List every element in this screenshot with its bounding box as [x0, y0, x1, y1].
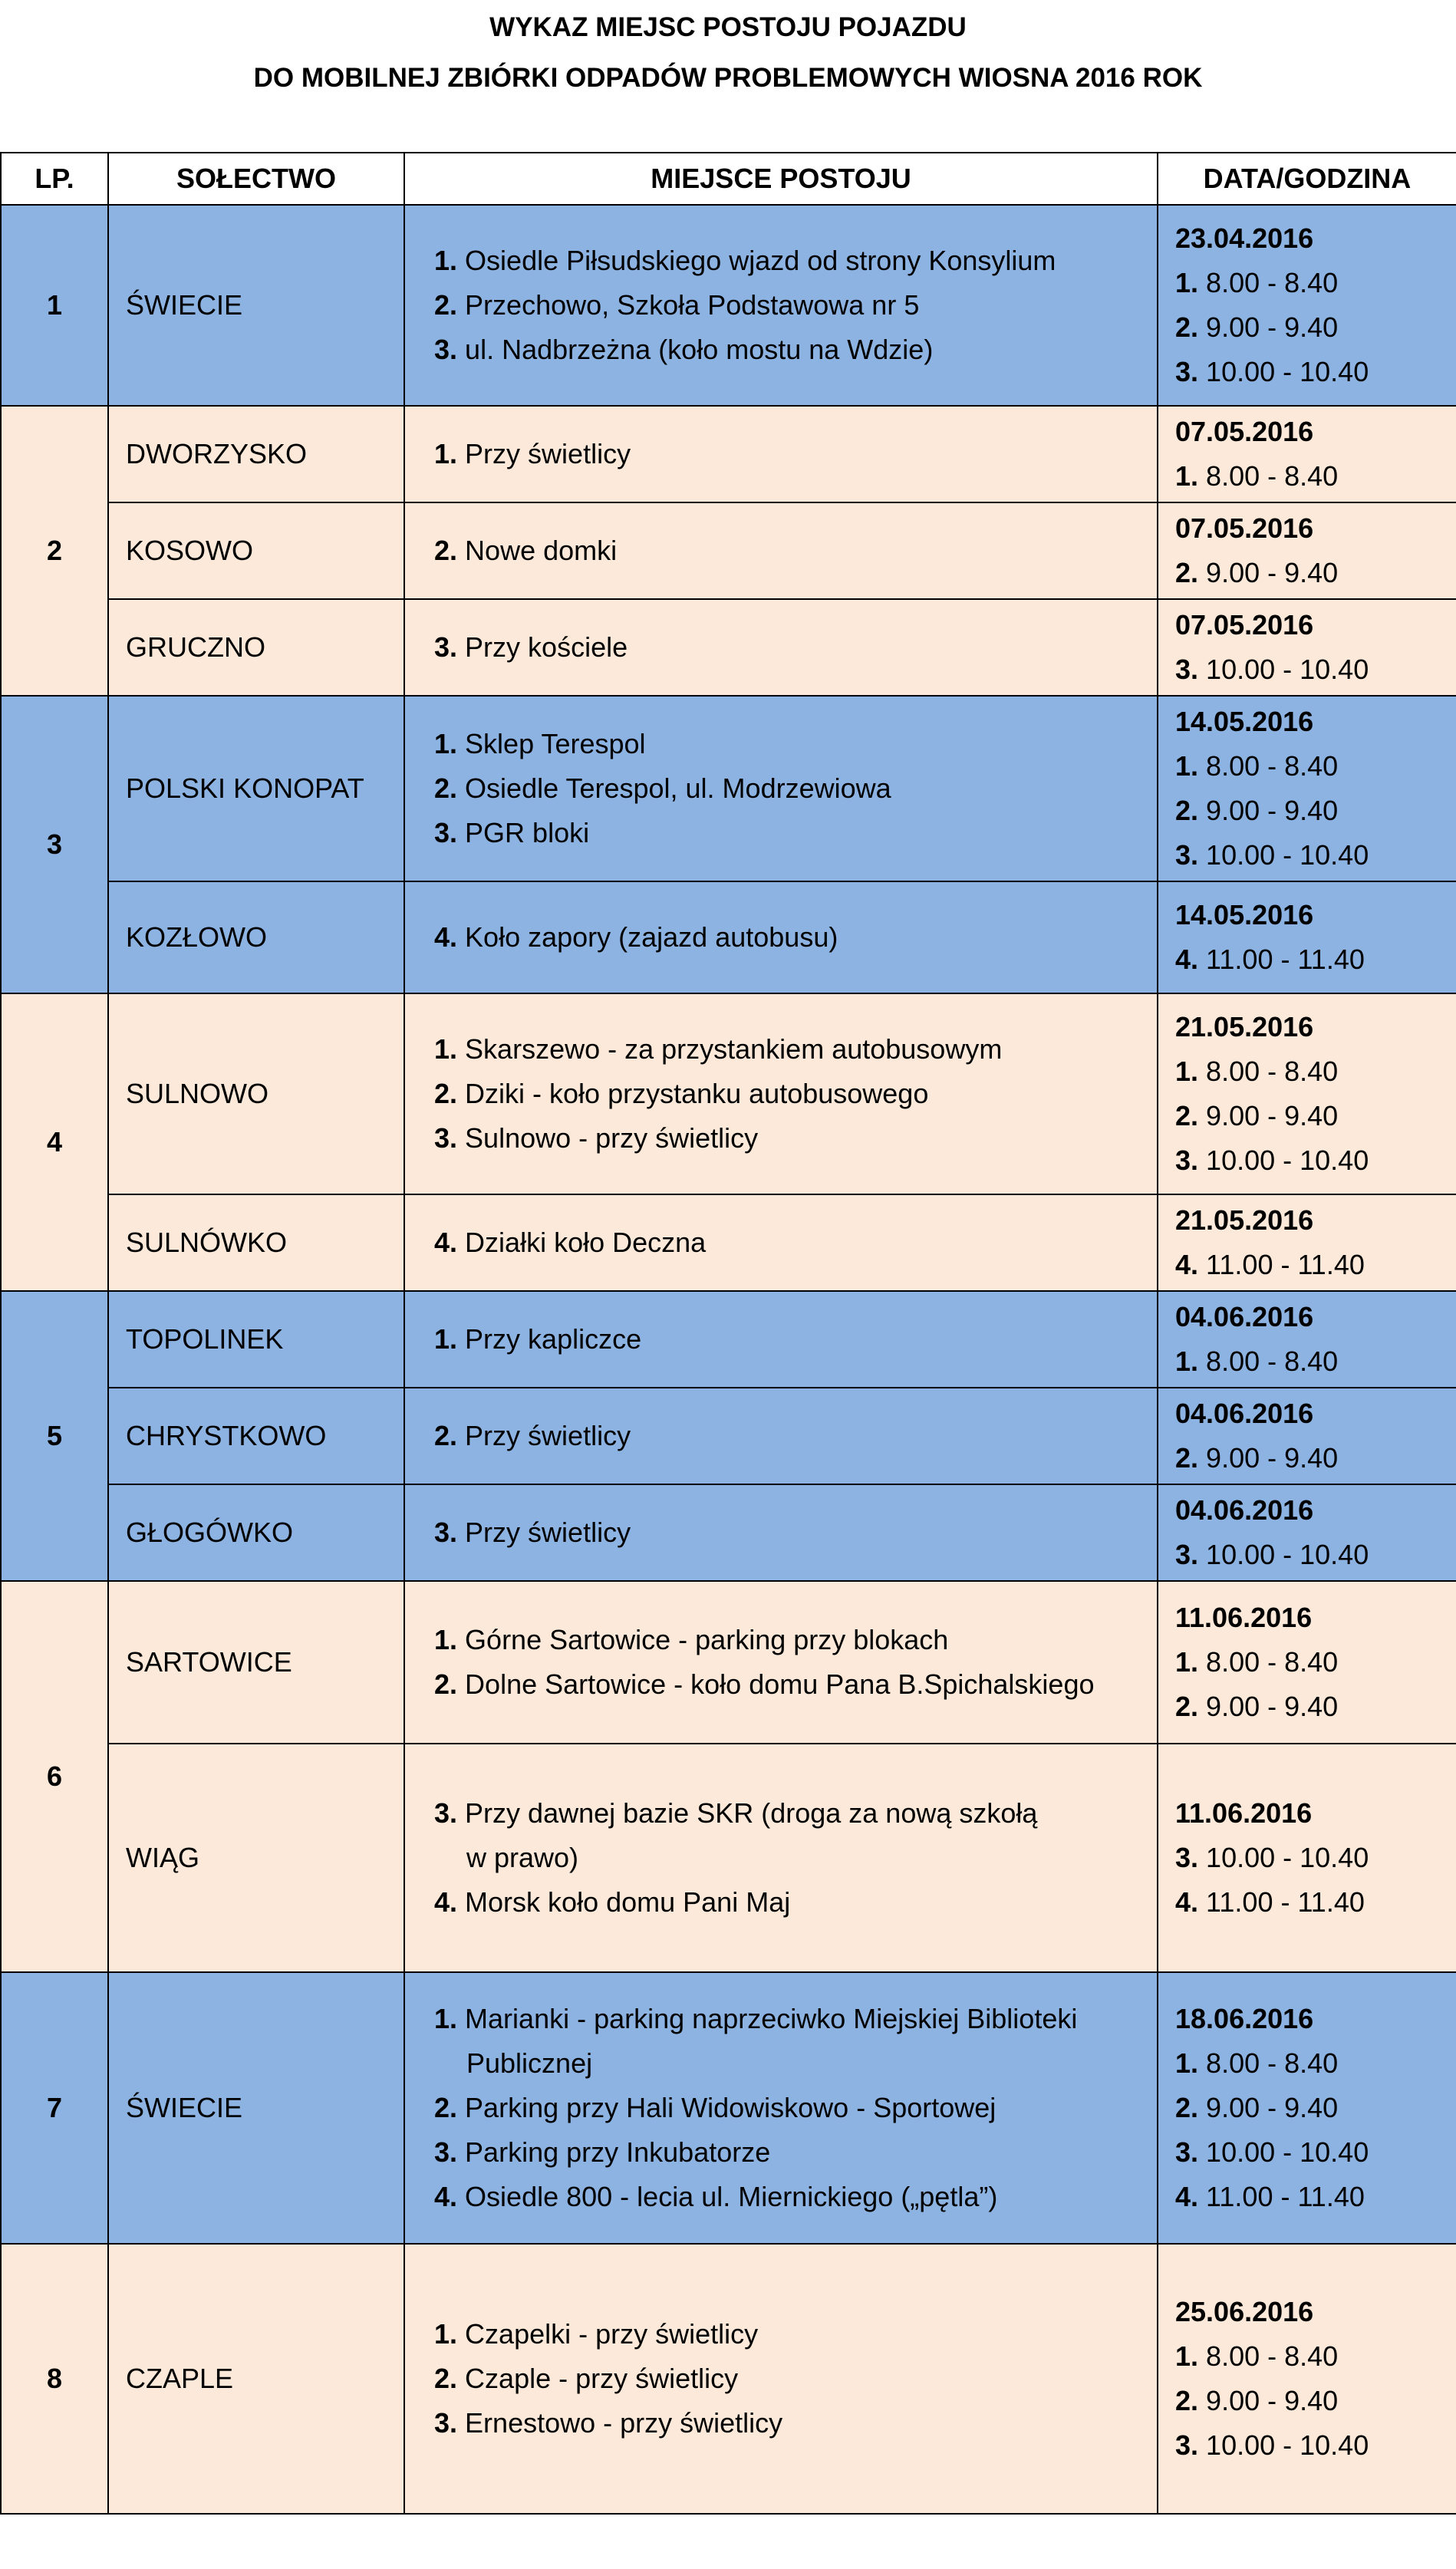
miejsce-cell: [404, 1972, 1158, 2244]
time-range: 11.00 - 11.40: [1206, 1249, 1365, 1280]
place-text: Osiedle Terespol, ul. Modrzewiowa: [465, 772, 891, 804]
place-text: Ernestowo - przy świetlicy: [465, 2407, 783, 2439]
time-range: 10.00 - 10.40: [1206, 1842, 1369, 1873]
time-number: 2.: [1175, 1691, 1199, 1722]
table-row: [1, 1388, 1456, 1484]
table-row: [1, 2244, 1456, 2514]
header-miejsce: MIEJSCE POSTOJU: [404, 153, 1158, 205]
table-row: [1, 1972, 1456, 2244]
place-text: Nowe domki: [465, 535, 618, 566]
place-text: Przy kapliczce: [465, 1323, 642, 1355]
place-line: [434, 283, 1157, 328]
place-number: 2.: [434, 1668, 458, 1700]
time-range: 8.00 - 8.40: [1206, 460, 1339, 492]
place-number: 2.: [434, 1420, 458, 1451]
date-line: 04.06.2016: [1175, 1398, 1314, 1429]
date-line: 25.06.2016: [1175, 2296, 1314, 2327]
data-godzina-cell: [1158, 881, 1456, 993]
time-line: [1175, 2423, 1456, 2468]
place-number: 4.: [434, 921, 458, 953]
place-text: Przy dawnej bazie SKR (droga za nową szkołą: [465, 1797, 1038, 1829]
date-line: 07.05.2016: [1175, 512, 1314, 544]
solectwo-cell: WIĄG: [108, 1744, 404, 1972]
table-row: [1, 1581, 1456, 1744]
time-line: [1175, 1685, 1456, 1729]
place-line: [434, 1072, 1157, 1116]
time-line: [1175, 2379, 1456, 2423]
table-row: [1, 599, 1456, 696]
place-number: 3.: [434, 2136, 458, 2168]
place-text: Marianki - parking naprzeciwko Miejskiej Biblioteki: [465, 2003, 1078, 2034]
time-number: 1.: [1175, 2047, 1199, 2079]
lp-cell: 5: [1, 1291, 108, 1581]
place-number: 1.: [434, 1624, 458, 1655]
solectwo-cell: KOZŁOWO: [108, 881, 404, 993]
solectwo-cell: CHRYSTKOWO: [108, 1388, 404, 1484]
solectwo-cell: TOPOLINEK: [108, 1291, 404, 1388]
place-number: 1.: [434, 1323, 458, 1355]
place-text: ul. Nadbrzeżna (koło mostu na Wdzie): [465, 334, 934, 365]
place-line: [434, 2175, 1157, 2219]
time-number: 1.: [1175, 1345, 1199, 1377]
miejsce-cell: [404, 1744, 1158, 1972]
time-line: [1175, 744, 1456, 789]
place-line: [434, 328, 1157, 372]
data-godzina-cell: [1158, 1291, 1456, 1388]
place-text: Sulnowo - przy świetlicy: [465, 1122, 759, 1154]
table-row: [1, 993, 1456, 1194]
time-number: 2.: [1175, 1100, 1199, 1131]
time-line: [1175, 551, 1456, 595]
miejsce-cell: [404, 502, 1158, 599]
date-line: 04.06.2016: [1175, 1494, 1314, 1526]
time-line: [1175, 2334, 1456, 2379]
time-line: [1175, 305, 1456, 350]
place-number: 4.: [434, 1886, 458, 1918]
time-line: [1175, 1094, 1456, 1138]
solectwo-cell: SARTOWICE: [108, 1581, 404, 1744]
table-row: [1, 205, 1456, 406]
miejsce-cell: [404, 1388, 1158, 1484]
time-range: 10.00 - 10.40: [1206, 839, 1369, 871]
miejsce-cell: [404, 406, 1158, 502]
solectwo-cell: SULNOWO: [108, 993, 404, 1194]
place-line: [434, 2312, 1157, 2357]
table-row: [1, 1484, 1456, 1581]
place-line: [434, 1618, 1157, 1662]
place-line: [434, 625, 1157, 670]
data-godzina-cell: [1158, 502, 1456, 599]
place-line: [434, 2401, 1157, 2445]
place-line: [434, 529, 1157, 573]
place-text: Publicznej: [466, 2047, 593, 2079]
place-text: Czapelki - przy świetlicy: [465, 2318, 759, 2350]
date-line: 18.06.2016: [1175, 2003, 1314, 2034]
miejsce-cell: [404, 881, 1158, 993]
time-line: [1175, 2130, 1456, 2175]
place-number: 1.: [434, 728, 458, 759]
solectwo-cell: GRUCZNO: [108, 599, 404, 696]
place-text: Skarszewo - za przystankiem autobusowym: [465, 1033, 1003, 1065]
time-number: 3.: [1175, 2136, 1199, 2168]
place-line: [434, 915, 1157, 960]
time-range: 10.00 - 10.40: [1206, 654, 1369, 685]
place-line: [434, 1317, 1157, 1362]
data-godzina-cell: [1158, 993, 1456, 1194]
place-line: [434, 1220, 1157, 1265]
solectwo-cell: CZAPLE: [108, 2244, 404, 2514]
table-row: [1, 502, 1456, 599]
place-line: [434, 722, 1157, 766]
time-number: 2.: [1175, 2092, 1199, 2123]
place-line: [434, 811, 1157, 855]
place-text: Morsk koło domu Pani Maj: [465, 1886, 791, 1918]
data-godzina-cell: [1158, 1388, 1456, 1484]
time-line: [1175, 454, 1456, 499]
time-range: 10.00 - 10.40: [1206, 356, 1369, 387]
header-lp: LP.: [1, 153, 108, 205]
time-number: 4.: [1175, 2181, 1199, 2212]
time-line: [1175, 1640, 1456, 1685]
data-godzina-cell: [1158, 696, 1456, 881]
table-row: [1, 696, 1456, 881]
miejsce-cell: [404, 205, 1158, 406]
time-line: [1175, 2041, 1456, 2086]
time-line: [1175, 647, 1456, 692]
place-number: 1.: [434, 438, 458, 469]
place-number: 1.: [434, 2003, 458, 2034]
time-line: [1175, 1049, 1456, 1094]
table-row: [1, 406, 1456, 502]
time-line: [1175, 2086, 1456, 2130]
header-row: [1, 153, 1456, 205]
miejsce-cell: [404, 993, 1158, 1194]
place-number: 4.: [434, 2181, 458, 2212]
place-text: Koło zapory (zajazd autobusu): [465, 921, 838, 953]
place-line: [434, 432, 1157, 476]
place-line: [434, 1662, 1157, 1707]
lp-cell: 3: [1, 696, 108, 993]
data-godzina-cell: [1158, 205, 1456, 406]
title-line-2: DO MOBILNEJ ZBIÓRKI ODPADÓW PROBLEMOWYCH WIOSNA 2016 ROK: [253, 63, 1203, 93]
date-line: 14.05.2016: [1175, 706, 1314, 737]
place-number: 4.: [434, 1227, 458, 1258]
time-range: 8.00 - 8.40: [1206, 750, 1339, 782]
place-text: Dolne Sartowice - koło domu Pana B.Spichalskiego: [465, 1668, 1095, 1700]
place-text: Działki koło Deczna: [465, 1227, 707, 1258]
date-line: 21.05.2016: [1175, 1011, 1314, 1042]
place-line: [434, 1791, 1157, 1836]
data-godzina-cell: [1158, 1581, 1456, 1744]
time-number: 3.: [1175, 1842, 1199, 1873]
date-line: 07.05.2016: [1175, 416, 1314, 447]
table-row: [1, 1744, 1456, 1972]
header-solectwo: SOŁECTWO: [108, 153, 404, 205]
miejsce-cell: [404, 599, 1158, 696]
time-number: 1.: [1175, 2340, 1199, 2372]
time-number: 4.: [1175, 944, 1199, 975]
place-text: Sklep Terespol: [465, 728, 646, 759]
place-number: 2.: [434, 2363, 458, 2394]
place-number: 1.: [434, 1033, 458, 1065]
place-line: [434, 1414, 1157, 1458]
table-row: [1, 881, 1456, 993]
time-range: 11.00 - 11.40: [1206, 2181, 1365, 2212]
place-number: 3.: [434, 631, 458, 663]
lp-cell: 1: [1, 205, 108, 406]
time-range: 9.00 - 9.40: [1206, 311, 1339, 343]
solectwo-cell: GŁOGÓWKO: [108, 1484, 404, 1581]
place-line: [434, 1880, 1157, 1925]
place-number: 3.: [434, 334, 458, 365]
data-godzina-cell: [1158, 406, 1456, 502]
time-range: 8.00 - 8.40: [1206, 1056, 1339, 1087]
place-text: PGR bloki: [465, 817, 590, 848]
header-data: DATA/GODZINA: [1158, 153, 1456, 205]
time-line: [1175, 1243, 1456, 1287]
data-godzina-cell: [1158, 1194, 1456, 1291]
place-number: 2.: [434, 772, 458, 804]
place-number: 3.: [434, 1122, 458, 1154]
time-number: 3.: [1175, 356, 1199, 387]
title-line-1: WYKAZ MIEJSC POSTOJU POJAZDU: [489, 12, 967, 42]
time-line: [1175, 2175, 1456, 2219]
place-line: [434, 2041, 1157, 2086]
time-range: 9.00 - 9.40: [1206, 795, 1339, 826]
schedule-table: [0, 152, 1456, 2515]
place-number: 1.: [434, 2318, 458, 2350]
place-text: Przy świetlicy: [465, 1420, 631, 1451]
time-line: [1175, 833, 1456, 878]
time-range: 8.00 - 8.40: [1206, 267, 1339, 298]
time-number: 3.: [1175, 1145, 1199, 1176]
time-number: 1.: [1175, 460, 1199, 492]
place-number: 3.: [434, 1517, 458, 1548]
place-text: Czaple - przy świetlicy: [465, 2363, 739, 2394]
time-line: [1175, 261, 1456, 305]
place-text: Dziki - koło przystanku autobusowego: [465, 1078, 929, 1109]
time-number: 3.: [1175, 1539, 1199, 1570]
time-line: [1175, 1138, 1456, 1183]
place-text: Osiedle Piłsudskiego wjazd od strony Konsylium: [465, 245, 1056, 276]
solectwo-cell: SULNÓWKO: [108, 1194, 404, 1291]
time-range: 9.00 - 9.40: [1206, 2092, 1339, 2123]
place-text: w prawo): [466, 1842, 579, 1873]
time-number: 2.: [1175, 1442, 1199, 1474]
time-range: 8.00 - 8.40: [1206, 1646, 1339, 1678]
time-number: 2.: [1175, 795, 1199, 826]
lp-cell: 4: [1, 993, 108, 1291]
lp-cell: 2: [1, 406, 108, 696]
miejsce-cell: [404, 1484, 1158, 1581]
lp-cell: 8: [1, 2244, 108, 2514]
time-range: 8.00 - 8.40: [1206, 1345, 1339, 1377]
time-range: 11.00 - 11.40: [1206, 1886, 1365, 1918]
place-text: Przy świetlicy: [465, 1517, 631, 1548]
schedule-body: [1, 205, 1456, 2514]
place-number: 1.: [434, 245, 458, 276]
place-line: [434, 1510, 1157, 1555]
solectwo-cell: DWORZYSKO: [108, 406, 404, 502]
time-line: [1175, 937, 1456, 982]
time-range: 11.00 - 11.40: [1206, 944, 1365, 975]
time-range: 9.00 - 9.40: [1206, 1442, 1339, 1474]
time-number: 3.: [1175, 654, 1199, 685]
place-line: [434, 2086, 1157, 2130]
date-line: 11.06.2016: [1175, 1797, 1313, 1829]
time-range: 9.00 - 9.40: [1206, 1100, 1339, 1131]
date-line: 21.05.2016: [1175, 1204, 1314, 1236]
time-range: 10.00 - 10.40: [1206, 1539, 1369, 1570]
place-text: Parking przy Inkubatorze: [465, 2136, 771, 2168]
date-line: 14.05.2016: [1175, 899, 1314, 930]
data-godzina-cell: [1158, 1972, 1456, 2244]
solectwo-cell: ŚWIECIE: [108, 205, 404, 406]
table-row: [1, 1194, 1456, 1291]
place-text: Górne Sartowice - parking przy blokach: [465, 1624, 949, 1655]
time-number: 4.: [1175, 1886, 1199, 1918]
date-line: 11.06.2016: [1175, 1602, 1313, 1633]
place-line: [434, 1836, 1157, 1880]
time-range: 10.00 - 10.40: [1206, 1145, 1369, 1176]
time-range: 8.00 - 8.40: [1206, 2047, 1339, 2079]
miejsce-cell: [404, 1291, 1158, 1388]
time-line: [1175, 1533, 1456, 1577]
lp-cell: 7: [1, 1972, 108, 2244]
solectwo-cell: POLSKI KONOPAT: [108, 696, 404, 881]
time-range: 9.00 - 9.40: [1206, 1691, 1339, 1722]
place-number: 2.: [434, 2092, 458, 2123]
time-number: 3.: [1175, 2429, 1199, 2461]
place-number: 2.: [434, 1078, 458, 1109]
place-number: 3.: [434, 2407, 458, 2439]
solectwo-cell: ŚWIECIE: [108, 1972, 404, 2244]
date-line: 04.06.2016: [1175, 1301, 1314, 1332]
time-number: 1.: [1175, 1056, 1199, 1087]
time-number: 3.: [1175, 839, 1199, 871]
time-line: [1175, 1339, 1456, 1384]
time-line: [1175, 1836, 1456, 1880]
time-line: [1175, 350, 1456, 394]
place-text: Przy kościele: [465, 631, 628, 663]
place-line: [434, 1116, 1157, 1161]
place-line: [434, 2357, 1157, 2401]
miejsce-cell: [404, 1581, 1158, 1744]
time-range: 9.00 - 9.40: [1206, 2385, 1339, 2416]
miejsce-cell: [404, 1194, 1158, 1291]
data-godzina-cell: [1158, 1484, 1456, 1581]
time-number: 2.: [1175, 557, 1199, 588]
place-text: Osiedle 800 - lecia ul. Miernickiego („pętla”): [465, 2181, 998, 2212]
date-line: 23.04.2016: [1175, 222, 1314, 254]
time-range: 9.00 - 9.40: [1206, 557, 1339, 588]
place-line: [434, 2130, 1157, 2175]
time-range: 10.00 - 10.40: [1206, 2429, 1369, 2461]
miejsce-cell: [404, 696, 1158, 881]
place-text: Przy świetlicy: [465, 438, 631, 469]
time-number: 1.: [1175, 267, 1199, 298]
miejsce-cell: [404, 2244, 1158, 2514]
lp-cell: 6: [1, 1581, 108, 1972]
data-godzina-cell: [1158, 1744, 1456, 1972]
time-number: 4.: [1175, 1249, 1199, 1280]
place-number: 2.: [434, 535, 458, 566]
place-number: 3.: [434, 1797, 458, 1829]
place-text: Parking przy Hali Widowiskowo - Sportowej: [465, 2092, 996, 2123]
time-range: 8.00 - 8.40: [1206, 2340, 1339, 2372]
solectwo-cell: KOSOWO: [108, 502, 404, 599]
time-line: [1175, 1880, 1456, 1925]
table-row: [1, 1291, 1456, 1388]
place-text: Przechowo, Szkoła Podstawowa nr 5: [465, 289, 920, 321]
time-number: 2.: [1175, 311, 1199, 343]
place-number: 2.: [434, 289, 458, 321]
place-number: 3.: [434, 817, 458, 848]
data-godzina-cell: [1158, 2244, 1456, 2514]
time-line: [1175, 1436, 1456, 1480]
place-line: [434, 1997, 1157, 2041]
time-number: 1.: [1175, 1646, 1199, 1678]
date-line: 07.05.2016: [1175, 609, 1314, 641]
place-line: [434, 239, 1157, 283]
place-line: [434, 766, 1157, 811]
place-line: [434, 1027, 1157, 1072]
time-range: 10.00 - 10.40: [1206, 2136, 1369, 2168]
time-number: 1.: [1175, 750, 1199, 782]
time-number: 2.: [1175, 2385, 1199, 2416]
time-line: [1175, 789, 1456, 833]
data-godzina-cell: [1158, 599, 1456, 696]
